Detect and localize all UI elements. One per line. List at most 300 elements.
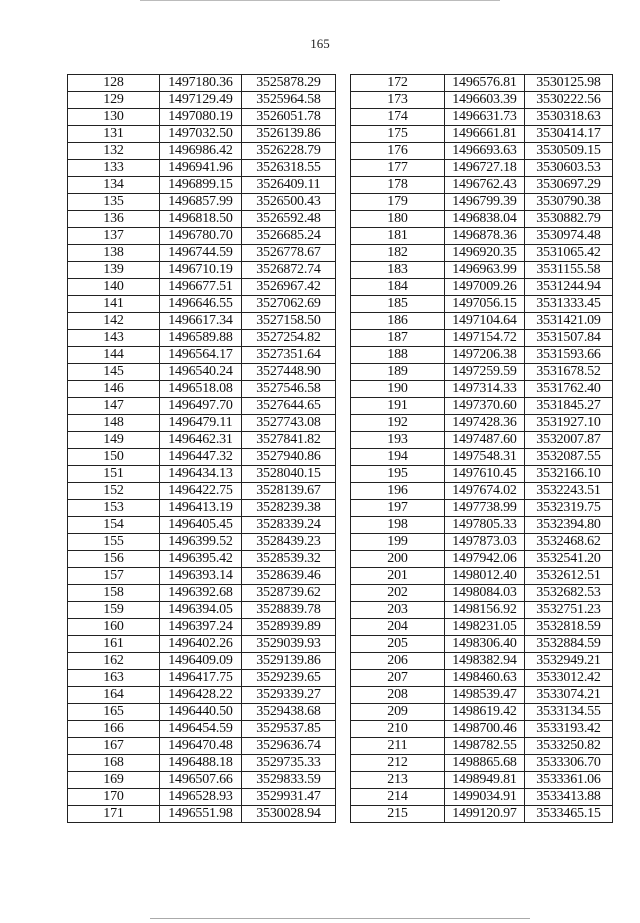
x-coordinate-cell: 1497314.33: [445, 381, 525, 398]
y-coordinate-cell: 3531507.84: [525, 330, 613, 347]
y-coordinate-cell: 3525878.29: [242, 75, 336, 92]
x-coordinate-cell: 1498460.63: [445, 670, 525, 687]
y-coordinate-cell: 3529636.74: [242, 738, 336, 755]
y-coordinate-cell: 3528040.15: [242, 466, 336, 483]
y-coordinate-cell: 3532468.62: [525, 534, 613, 551]
point-number-cell: 143: [68, 330, 160, 347]
coordinate-table-left-body: [68, 75, 336, 823]
x-coordinate-cell: 1497032.50: [160, 126, 242, 143]
y-coordinate-cell: 3526500.43: [242, 194, 336, 211]
point-number-cell: 202: [351, 585, 445, 602]
x-coordinate-cell: 1496540.24: [160, 364, 242, 381]
x-coordinate-cell: 1496394.05: [160, 602, 242, 619]
table-row: [68, 466, 336, 483]
y-coordinate-cell: 3531845.27: [525, 398, 613, 415]
y-coordinate-cell: 3533250.82: [525, 738, 613, 755]
x-coordinate-cell: 1496479.11: [160, 415, 242, 432]
table-row: [68, 432, 336, 449]
x-coordinate-cell: 1496589.88: [160, 330, 242, 347]
table-row: [351, 296, 613, 313]
table-row: [68, 517, 336, 534]
point-number-cell: 152: [68, 483, 160, 500]
y-coordinate-cell: 3531421.09: [525, 313, 613, 330]
point-number-cell: 181: [351, 228, 445, 245]
point-number-cell: 140: [68, 279, 160, 296]
y-coordinate-cell: 3532541.20: [525, 551, 613, 568]
y-coordinate-cell: 3526778.67: [242, 245, 336, 262]
x-coordinate-cell: 1497873.03: [445, 534, 525, 551]
table-row: [68, 160, 336, 177]
table-row: [68, 347, 336, 364]
x-coordinate-cell: 1496899.15: [160, 177, 242, 194]
point-number-cell: 207: [351, 670, 445, 687]
x-coordinate-cell: 1496878.36: [445, 228, 525, 245]
x-coordinate-cell: 1496617.34: [160, 313, 242, 330]
point-number-cell: 160: [68, 619, 160, 636]
table-row: [351, 398, 613, 415]
y-coordinate-cell: 3525964.58: [242, 92, 336, 109]
point-number-cell: 186: [351, 313, 445, 330]
x-coordinate-cell: 1496402.26: [160, 636, 242, 653]
y-coordinate-cell: 3528539.32: [242, 551, 336, 568]
y-coordinate-cell: 3529139.86: [242, 653, 336, 670]
y-coordinate-cell: 3530790.38: [525, 194, 613, 211]
table-row: [351, 636, 613, 653]
point-number-cell: 199: [351, 534, 445, 551]
table-row: [68, 806, 336, 823]
coordinate-table-right: [350, 74, 613, 823]
y-coordinate-cell: 3530222.56: [525, 92, 613, 109]
point-number-cell: 204: [351, 619, 445, 636]
point-number-cell: 155: [68, 534, 160, 551]
y-coordinate-cell: 3526051.78: [242, 109, 336, 126]
point-number-cell: 148: [68, 415, 160, 432]
table-row: [351, 585, 613, 602]
table-row: [68, 177, 336, 194]
point-number-cell: 179: [351, 194, 445, 211]
y-coordinate-cell: 3530697.29: [525, 177, 613, 194]
y-coordinate-cell: 3528739.62: [242, 585, 336, 602]
table-row: [68, 653, 336, 670]
y-coordinate-cell: 3531762.40: [525, 381, 613, 398]
x-coordinate-cell: 1496470.48: [160, 738, 242, 755]
y-coordinate-cell: 3530974.48: [525, 228, 613, 245]
point-number-cell: 172: [351, 75, 445, 92]
point-number-cell: 161: [68, 636, 160, 653]
x-coordinate-cell: 1497056.15: [445, 296, 525, 313]
x-coordinate-cell: 1496564.17: [160, 347, 242, 364]
y-coordinate-cell: 3527841.82: [242, 432, 336, 449]
point-number-cell: 168: [68, 755, 160, 772]
x-coordinate-cell: 1496395.42: [160, 551, 242, 568]
table-row: [68, 738, 336, 755]
x-coordinate-cell: 1496434.13: [160, 466, 242, 483]
x-coordinate-cell: 1498012.40: [445, 568, 525, 585]
point-number-cell: 167: [68, 738, 160, 755]
x-coordinate-cell: 1496838.04: [445, 211, 525, 228]
x-coordinate-cell: 1496857.99: [160, 194, 242, 211]
x-coordinate-cell: 1496551.98: [160, 806, 242, 823]
x-coordinate-cell: 1496422.75: [160, 483, 242, 500]
y-coordinate-cell: 3529239.65: [242, 670, 336, 687]
point-number-cell: 194: [351, 449, 445, 466]
y-coordinate-cell: 3533012.42: [525, 670, 613, 687]
y-coordinate-cell: 3529735.33: [242, 755, 336, 772]
table-row: [68, 330, 336, 347]
point-number-cell: 139: [68, 262, 160, 279]
point-number-cell: 198: [351, 517, 445, 534]
point-number-cell: 184: [351, 279, 445, 296]
x-coordinate-cell: 1496677.51: [160, 279, 242, 296]
point-number-cell: 163: [68, 670, 160, 687]
point-number-cell: 178: [351, 177, 445, 194]
table-row: [68, 398, 336, 415]
point-number-cell: 191: [351, 398, 445, 415]
point-number-cell: 142: [68, 313, 160, 330]
y-coordinate-cell: 3531244.94: [525, 279, 613, 296]
x-coordinate-cell: 1496405.45: [160, 517, 242, 534]
y-coordinate-cell: 3529339.27: [242, 687, 336, 704]
x-coordinate-cell: 1496727.18: [445, 160, 525, 177]
table-row: [68, 92, 336, 109]
table-row: [68, 500, 336, 517]
point-number-cell: 144: [68, 347, 160, 364]
x-coordinate-cell: 1497610.45: [445, 466, 525, 483]
table-row: [68, 568, 336, 585]
y-coordinate-cell: 3526228.79: [242, 143, 336, 160]
table-row: [68, 687, 336, 704]
y-coordinate-cell: 3530318.63: [525, 109, 613, 126]
x-coordinate-cell: 1498382.94: [445, 653, 525, 670]
y-coordinate-cell: 3528639.46: [242, 568, 336, 585]
table-row: [68, 109, 336, 126]
x-coordinate-cell: 1497180.36: [160, 75, 242, 92]
x-coordinate-cell: 1496963.99: [445, 262, 525, 279]
point-number-cell: 175: [351, 126, 445, 143]
point-number-cell: 176: [351, 143, 445, 160]
x-coordinate-cell: 1497104.64: [445, 313, 525, 330]
table-row: [68, 670, 336, 687]
x-coordinate-cell: 1497154.72: [445, 330, 525, 347]
coordinate-table-right-body: [351, 75, 613, 823]
point-number-cell: 165: [68, 704, 160, 721]
point-number-cell: 190: [351, 381, 445, 398]
y-coordinate-cell: 3531927.10: [525, 415, 613, 432]
table-row: [68, 279, 336, 296]
point-number-cell: 185: [351, 296, 445, 313]
table-row: [68, 313, 336, 330]
y-coordinate-cell: 3532007.87: [525, 432, 613, 449]
point-number-cell: 197: [351, 500, 445, 517]
table-row: [68, 364, 336, 381]
point-number-cell: 156: [68, 551, 160, 568]
table-row: [68, 245, 336, 262]
x-coordinate-cell: 1496454.59: [160, 721, 242, 738]
table-row: [351, 755, 613, 772]
table-row: [351, 670, 613, 687]
y-coordinate-cell: 3532243.51: [525, 483, 613, 500]
table-row: [351, 517, 613, 534]
x-coordinate-cell: 1496413.19: [160, 500, 242, 517]
x-coordinate-cell: 1496631.73: [445, 109, 525, 126]
table-row: [351, 653, 613, 670]
table-row: [351, 330, 613, 347]
point-number-cell: 131: [68, 126, 160, 143]
point-number-cell: 141: [68, 296, 160, 313]
table-row: [68, 755, 336, 772]
table-row: [351, 432, 613, 449]
x-coordinate-cell: 1496409.09: [160, 653, 242, 670]
table-row: [351, 551, 613, 568]
x-coordinate-cell: 1496799.39: [445, 194, 525, 211]
y-coordinate-cell: 3531678.52: [525, 364, 613, 381]
bottom-scan-edge: [150, 918, 530, 919]
point-number-cell: 128: [68, 75, 160, 92]
table-row: [68, 211, 336, 228]
y-coordinate-cell: 3528839.78: [242, 602, 336, 619]
table-row: [351, 194, 613, 211]
x-coordinate-cell: 1496447.32: [160, 449, 242, 466]
x-coordinate-cell: 1496710.19: [160, 262, 242, 279]
table-row: [68, 483, 336, 500]
y-coordinate-cell: 3532612.51: [525, 568, 613, 585]
x-coordinate-cell: 1496693.63: [445, 143, 525, 160]
x-coordinate-cell: 1496646.55: [160, 296, 242, 313]
point-number-cell: 164: [68, 687, 160, 704]
y-coordinate-cell: 3532884.59: [525, 636, 613, 653]
table-row: [351, 806, 613, 823]
x-coordinate-cell: 1497548.31: [445, 449, 525, 466]
table-row: [351, 211, 613, 228]
x-coordinate-cell: 1496392.68: [160, 585, 242, 602]
y-coordinate-cell: 3531155.58: [525, 262, 613, 279]
table-row: [351, 381, 613, 398]
table-row: [351, 789, 613, 806]
table-row: [68, 636, 336, 653]
point-number-cell: 133: [68, 160, 160, 177]
table-row: [68, 415, 336, 432]
point-number-cell: 153: [68, 500, 160, 517]
point-number-cell: 136: [68, 211, 160, 228]
table-row: [351, 602, 613, 619]
point-number-cell: 209: [351, 704, 445, 721]
y-coordinate-cell: 3529931.47: [242, 789, 336, 806]
y-coordinate-cell: 3529438.68: [242, 704, 336, 721]
y-coordinate-cell: 3533361.06: [525, 772, 613, 789]
table-row: [68, 602, 336, 619]
y-coordinate-cell: 3527940.86: [242, 449, 336, 466]
point-number-cell: 129: [68, 92, 160, 109]
table-row: [351, 126, 613, 143]
point-number-cell: 183: [351, 262, 445, 279]
y-coordinate-cell: 3530603.53: [525, 160, 613, 177]
y-coordinate-cell: 3533074.21: [525, 687, 613, 704]
table-row: [68, 585, 336, 602]
table-row: [68, 262, 336, 279]
x-coordinate-cell: 1496941.96: [160, 160, 242, 177]
x-coordinate-cell: 1496497.70: [160, 398, 242, 415]
table-row: [351, 500, 613, 517]
point-number-cell: 206: [351, 653, 445, 670]
x-coordinate-cell: 1496440.50: [160, 704, 242, 721]
table-row: [351, 228, 613, 245]
table-row: [68, 143, 336, 160]
table-row: [351, 364, 613, 381]
table-row: [68, 126, 336, 143]
point-number-cell: 154: [68, 517, 160, 534]
point-number-cell: 195: [351, 466, 445, 483]
table-row: [351, 160, 613, 177]
x-coordinate-cell: 1496780.70: [160, 228, 242, 245]
table-row: [68, 296, 336, 313]
point-number-cell: 170: [68, 789, 160, 806]
point-number-cell: 145: [68, 364, 160, 381]
x-coordinate-cell: 1496603.39: [445, 92, 525, 109]
y-coordinate-cell: 3527158.50: [242, 313, 336, 330]
y-coordinate-cell: 3526967.42: [242, 279, 336, 296]
x-coordinate-cell: 1496762.43: [445, 177, 525, 194]
point-number-cell: 149: [68, 432, 160, 449]
table-row: [351, 109, 613, 126]
x-coordinate-cell: 1496576.81: [445, 75, 525, 92]
y-coordinate-cell: 3533306.70: [525, 755, 613, 772]
point-number-cell: 150: [68, 449, 160, 466]
table-row: [68, 721, 336, 738]
table-row: [351, 262, 613, 279]
y-coordinate-cell: 3527546.58: [242, 381, 336, 398]
point-number-cell: 132: [68, 143, 160, 160]
page-number: 165: [310, 36, 330, 51]
point-number-cell: 192: [351, 415, 445, 432]
point-number-cell: 210: [351, 721, 445, 738]
table-row: [351, 466, 613, 483]
y-coordinate-cell: 3532682.53: [525, 585, 613, 602]
y-coordinate-cell: 3528439.23: [242, 534, 336, 551]
y-coordinate-cell: 3526318.55: [242, 160, 336, 177]
y-coordinate-cell: 3530414.17: [525, 126, 613, 143]
table-row: [351, 721, 613, 738]
point-number-cell: 158: [68, 585, 160, 602]
table-row: [68, 194, 336, 211]
table-row: [351, 177, 613, 194]
table-row: [351, 619, 613, 636]
y-coordinate-cell: 3528339.24: [242, 517, 336, 534]
table-row: [351, 347, 613, 364]
point-number-cell: 157: [68, 568, 160, 585]
table-row: [351, 568, 613, 585]
y-coordinate-cell: 3527062.69: [242, 296, 336, 313]
x-coordinate-cell: 1496528.93: [160, 789, 242, 806]
point-number-cell: 211: [351, 738, 445, 755]
top-scan-edge: [140, 0, 500, 1]
y-coordinate-cell: 3526409.11: [242, 177, 336, 194]
y-coordinate-cell: 3527351.64: [242, 347, 336, 364]
x-coordinate-cell: 1496920.35: [445, 245, 525, 262]
x-coordinate-cell: 1496393.14: [160, 568, 242, 585]
x-coordinate-cell: 1498865.68: [445, 755, 525, 772]
x-coordinate-cell: 1497259.59: [445, 364, 525, 381]
point-number-cell: 215: [351, 806, 445, 823]
point-number-cell: 159: [68, 602, 160, 619]
x-coordinate-cell: 1498782.55: [445, 738, 525, 755]
point-number-cell: 174: [351, 109, 445, 126]
point-number-cell: 173: [351, 92, 445, 109]
x-coordinate-cell: 1498156.92: [445, 602, 525, 619]
y-coordinate-cell: 3526139.86: [242, 126, 336, 143]
point-number-cell: 189: [351, 364, 445, 381]
y-coordinate-cell: 3529039.93: [242, 636, 336, 653]
x-coordinate-cell: 1498084.03: [445, 585, 525, 602]
x-coordinate-cell: 1497487.60: [445, 432, 525, 449]
table-row: [351, 449, 613, 466]
x-coordinate-cell: 1497080.19: [160, 109, 242, 126]
x-coordinate-cell: 1498619.42: [445, 704, 525, 721]
point-number-cell: 205: [351, 636, 445, 653]
table-row: [351, 772, 613, 789]
point-number-cell: 147: [68, 398, 160, 415]
x-coordinate-cell: 1497674.02: [445, 483, 525, 500]
x-coordinate-cell: 1496417.75: [160, 670, 242, 687]
table-row: [351, 245, 613, 262]
table-row: [68, 534, 336, 551]
point-number-cell: 201: [351, 568, 445, 585]
y-coordinate-cell: 3527644.65: [242, 398, 336, 415]
table-row: [351, 313, 613, 330]
x-coordinate-cell: 1496661.81: [445, 126, 525, 143]
y-coordinate-cell: 3526872.74: [242, 262, 336, 279]
point-number-cell: 171: [68, 806, 160, 823]
y-coordinate-cell: 3533134.55: [525, 704, 613, 721]
x-coordinate-cell: 1496399.52: [160, 534, 242, 551]
y-coordinate-cell: 3531065.42: [525, 245, 613, 262]
x-coordinate-cell: 1498700.46: [445, 721, 525, 738]
x-coordinate-cell: 1496986.42: [160, 143, 242, 160]
x-coordinate-cell: 1496818.50: [160, 211, 242, 228]
point-number-cell: 138: [68, 245, 160, 262]
point-number-cell: 196: [351, 483, 445, 500]
y-coordinate-cell: 3531593.66: [525, 347, 613, 364]
point-number-cell: 137: [68, 228, 160, 245]
x-coordinate-cell: 1496507.66: [160, 772, 242, 789]
table-row: [351, 279, 613, 296]
x-coordinate-cell: 1498539.47: [445, 687, 525, 704]
y-coordinate-cell: 3530509.15: [525, 143, 613, 160]
table-row: [351, 687, 613, 704]
point-number-cell: 182: [351, 245, 445, 262]
point-number-cell: 187: [351, 330, 445, 347]
point-number-cell: 169: [68, 772, 160, 789]
table-row: [351, 143, 613, 160]
y-coordinate-cell: 3529537.85: [242, 721, 336, 738]
table-row: [68, 789, 336, 806]
table-row: [68, 772, 336, 789]
point-number-cell: 203: [351, 602, 445, 619]
point-number-cell: 177: [351, 160, 445, 177]
point-number-cell: 134: [68, 177, 160, 194]
table-row: [68, 449, 336, 466]
y-coordinate-cell: 3527448.90: [242, 364, 336, 381]
table-row: [351, 738, 613, 755]
point-number-cell: 135: [68, 194, 160, 211]
x-coordinate-cell: 1497370.60: [445, 398, 525, 415]
table-row: [68, 75, 336, 92]
y-coordinate-cell: 3532087.55: [525, 449, 613, 466]
y-coordinate-cell: 3532949.21: [525, 653, 613, 670]
x-coordinate-cell: 1498231.05: [445, 619, 525, 636]
x-coordinate-cell: 1496744.59: [160, 245, 242, 262]
x-coordinate-cell: 1497206.38: [445, 347, 525, 364]
table-row: [351, 92, 613, 109]
